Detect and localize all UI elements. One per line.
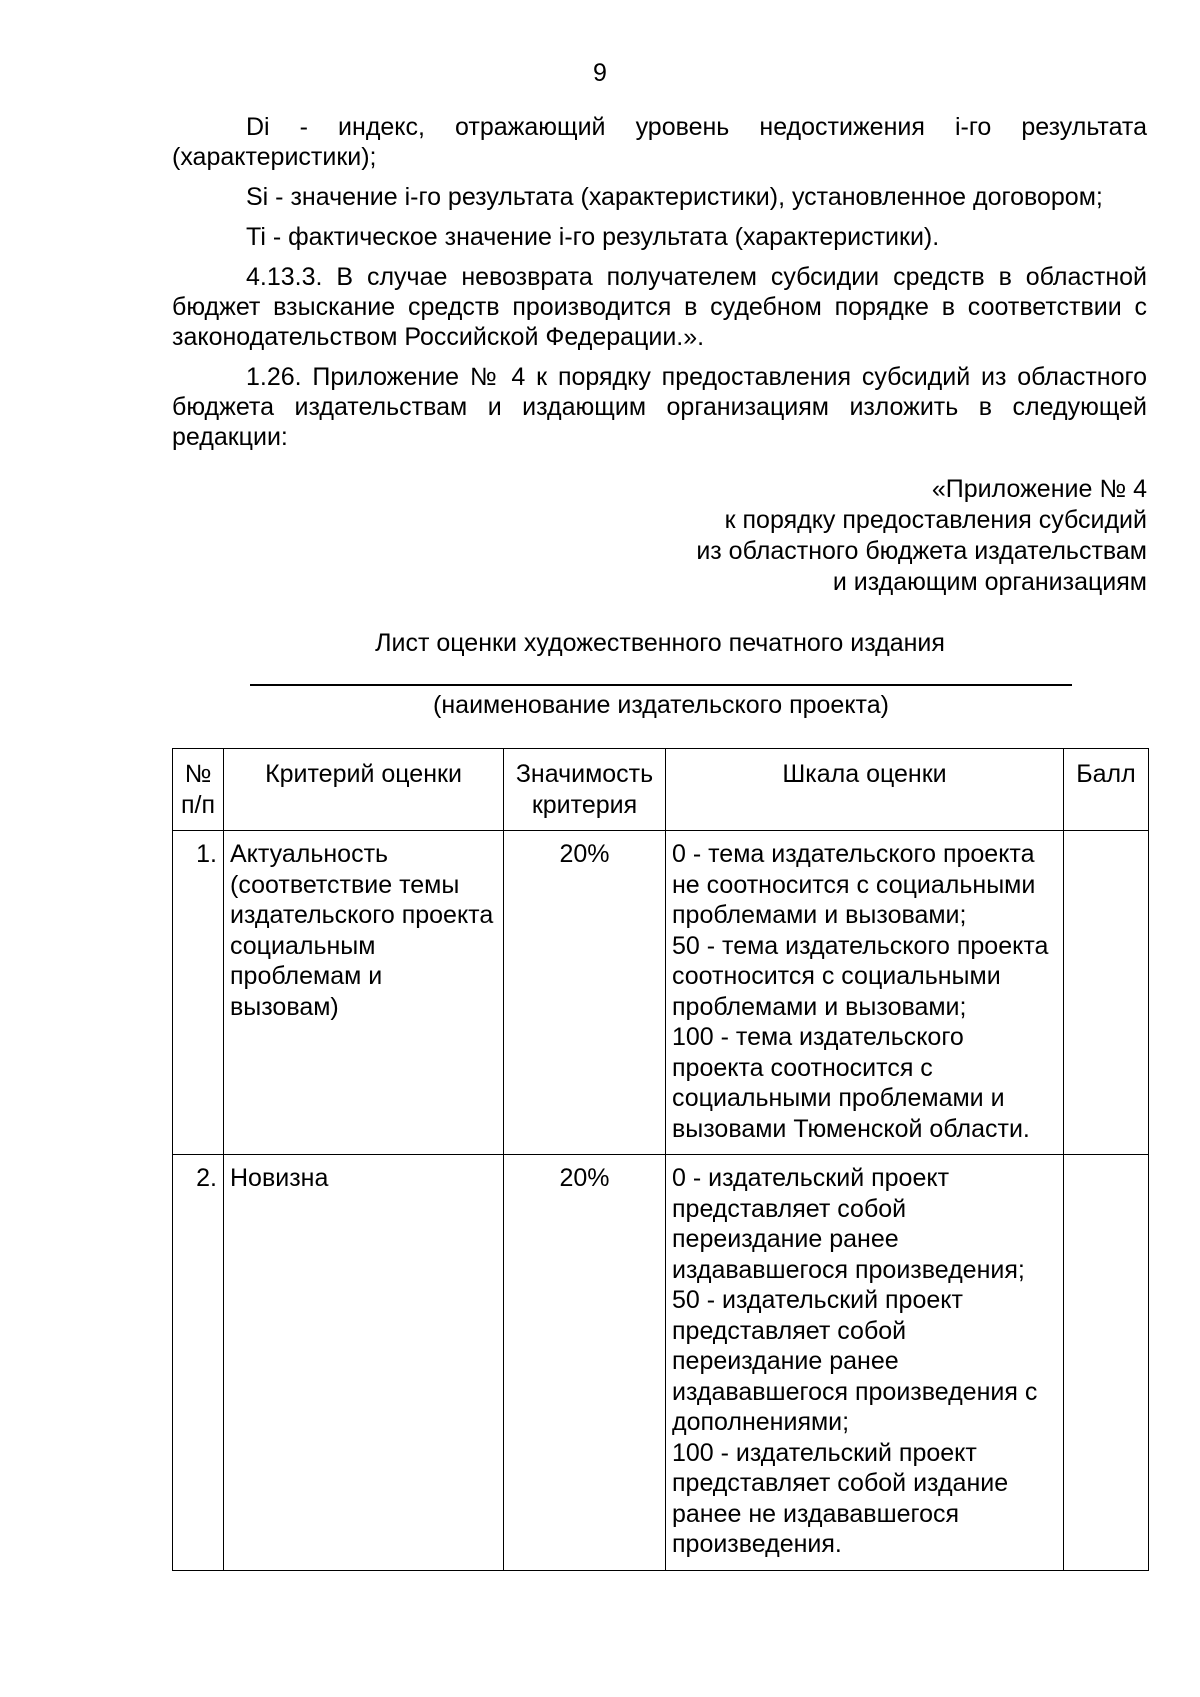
header-weight: Значимость критерия bbox=[504, 749, 666, 831]
appendix-line-1: «Приложение № 4 bbox=[931, 475, 1147, 503]
header-score: Балл bbox=[1064, 749, 1149, 831]
row-weight: 20% bbox=[504, 1155, 666, 1571]
scale-option: 100 - издательский проект представляет собой издание ранее не издававшегося произведения. bbox=[672, 1438, 1009, 1558]
header-num: № п/п bbox=[173, 749, 224, 831]
appendix-line-2: к порядку предоставления субсидий bbox=[724, 506, 1147, 534]
body-text bbox=[172, 112, 1147, 452]
project-name-line bbox=[250, 684, 1072, 686]
paragraph-4-13-3: 4.13.3. В случае невозврата получателем субсидии средств в областной бюджет взыскание средств производится в судебном порядке в соответствии с законодательством Российской Федерации.». bbox=[172, 263, 1147, 351]
appendix-heading bbox=[600, 474, 1147, 598]
row-scale bbox=[666, 1155, 1064, 1571]
paragraph-ti-definition: Ti - фактическое значение i-го результата (характеристики). bbox=[246, 223, 940, 251]
row-score bbox=[1064, 831, 1149, 1155]
row-criterion: Актуальность (соответствие темы издательского проекта социальным проблемам и вызовам) bbox=[224, 831, 504, 1155]
row-scale bbox=[666, 831, 1064, 1155]
sheet-title: Лист оценки художественного печатного издания bbox=[375, 629, 945, 657]
paragraph-si-definition: Si - значение i-го результата (характеристики), установленное договором; bbox=[246, 183, 1103, 211]
scale-option: 0 - тема издательского проекта не соотносится с социальными проблемами и вызовами; bbox=[672, 840, 1036, 929]
scale-option: 50 - издательский проект представляет собой переиздание ранее издававшегося произведения с дополнениями; bbox=[672, 1286, 1038, 1436]
header-scale: Шкала оценки bbox=[666, 749, 1064, 831]
appendix-line-4: и издающим организациям bbox=[832, 568, 1147, 596]
paragraph-di-definition: Di - индекс, отражающий уровень недостижения i-го результата (характеристики); bbox=[172, 113, 1147, 171]
appendix-line-3: из областного бюджета издательствам bbox=[696, 537, 1147, 565]
row-weight: 20% bbox=[504, 831, 666, 1155]
row-score bbox=[1064, 1155, 1149, 1571]
evaluation-table bbox=[172, 748, 1149, 1571]
paragraph-1-26: 1.26. Приложение № 4 к порядку предоставления субсидий из областного бюджета издательствам и издающим организациям изложить в следующей редакции: bbox=[172, 363, 1147, 451]
header-criterion: Критерий оценки bbox=[224, 749, 504, 831]
table-row bbox=[173, 1155, 1149, 1571]
scale-option: 0 - издательский проект представляет собой переиздание ранее издававшегося произведения; bbox=[672, 1164, 1025, 1284]
row-num: 2. bbox=[173, 1155, 224, 1571]
scale-option: 50 - тема издательского проекта соотносится с социальными проблемами и вызовами; bbox=[672, 931, 1049, 1021]
table-row bbox=[173, 831, 1149, 1155]
project-name-caption: (наименование издательского проекта) bbox=[433, 691, 889, 719]
table-header-row bbox=[173, 749, 1149, 831]
scale-option: 100 - тема издательского проекта соотносится с социальными проблемами и вызовами Тюменской области. bbox=[672, 1023, 1030, 1143]
page-number: 9 bbox=[593, 59, 607, 87]
row-num: 1. bbox=[173, 831, 224, 1155]
row-criterion: Новизна bbox=[224, 1155, 504, 1571]
